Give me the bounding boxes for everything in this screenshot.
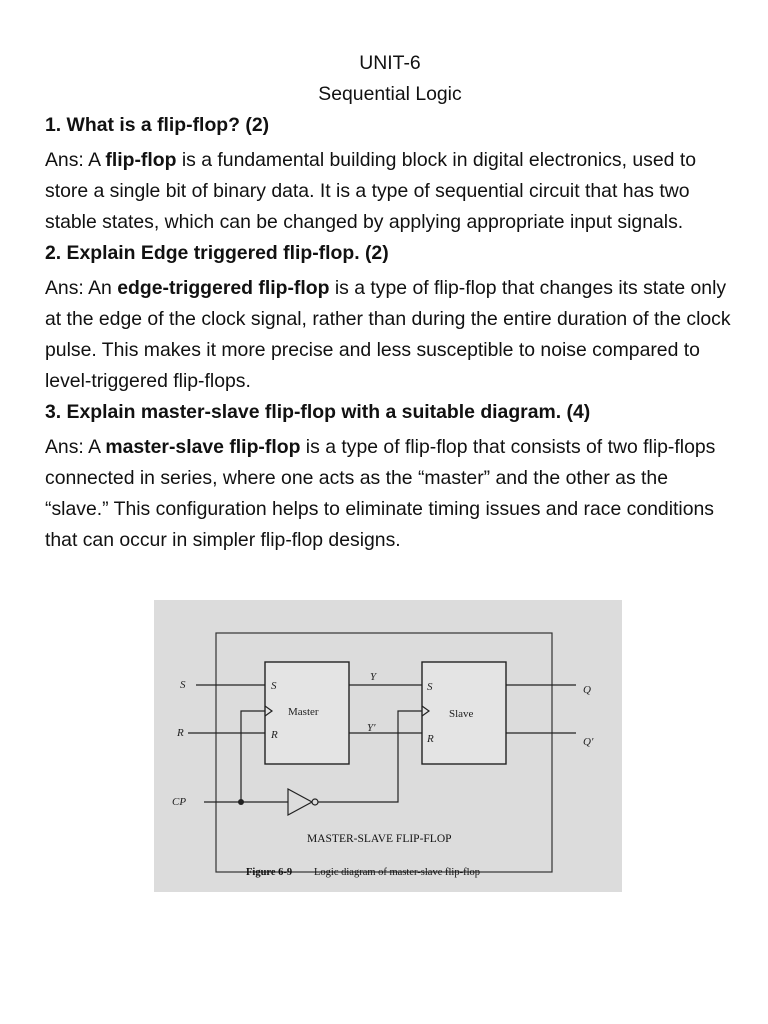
- subject-heading: Sequential Logic: [318, 83, 462, 105]
- y-prime-label: Y′: [367, 722, 376, 734]
- clock-junction-dot: [238, 799, 244, 805]
- caption-text: Logic diagram of master-slave flip-flop: [314, 867, 480, 878]
- unit-heading: UNIT-6: [359, 52, 421, 74]
- answer-3: [45, 432, 735, 556]
- answer-1-prefix: Ans: A: [45, 149, 106, 171]
- answer-2-text: is a type of flip-flop that changes its state only at the edge of the clock signal, rather than during the entire duration of the clock pulse. This makes it more precise and less susceptible to noise compared to level-triggered flip-flops.: [45, 277, 731, 392]
- answer-3-prefix: Ans: A: [45, 436, 106, 458]
- q-output-label: Q: [583, 684, 591, 696]
- answer-2-term: edge-triggered flip-flop: [117, 277, 330, 299]
- answer-1-term: flip-flop: [105, 149, 177, 171]
- master-slave-diagram-figure: [154, 600, 622, 892]
- q-prime-output-label: Q′: [583, 736, 594, 748]
- answer-3-term: master-slave flip-flop: [105, 436, 301, 458]
- document-body: [45, 48, 735, 556]
- answer-3-text: is a type of flip-flop that consists of two flip-flops connected in series, where one acts as the “master” and the other as the “slave.” This configuration helps to eliminate timing issues and race conditions that can occur in simpler flip-flop designs.: [45, 436, 716, 551]
- question-1: 1. What is a flip-flop? (2): [45, 114, 270, 136]
- question-3: 3. Explain master-slave flip-flop with a suitable diagram. (4): [45, 401, 591, 423]
- slave-label: Slave: [449, 708, 474, 720]
- diagram-title: MASTER-SLAVE FLIP-FLOP: [307, 833, 452, 845]
- y-label: Y: [370, 671, 377, 683]
- slave-r-label: R: [427, 733, 434, 745]
- master-slave-diagram: [154, 600, 622, 892]
- master-r-label: R: [271, 729, 278, 741]
- answer-1: [45, 145, 735, 238]
- inverter-gate: [288, 789, 312, 815]
- inverter-bubble: [312, 799, 318, 805]
- master-label: Master: [288, 706, 319, 718]
- master-clock-wire: [241, 711, 265, 802]
- answer-2-prefix: Ans: An: [45, 277, 118, 299]
- question-2: 2. Explain Edge triggered flip-flop. (2): [45, 242, 389, 264]
- slave-s-label: S: [427, 681, 433, 693]
- r-input-label: R: [177, 727, 184, 739]
- caption-number: Figure 6-9: [246, 867, 293, 878]
- cp-input-label: CP: [172, 796, 187, 808]
- master-s-label: S: [271, 680, 277, 692]
- answer-1-text: is a fundamental building block in digital electronics, used to store a single bit of binary data. It is a type of sequential circuit that has two stable states, which can be changed by applying appropriate input signals.: [45, 149, 696, 233]
- answer-2: [45, 273, 735, 397]
- s-input-label: S: [180, 679, 186, 691]
